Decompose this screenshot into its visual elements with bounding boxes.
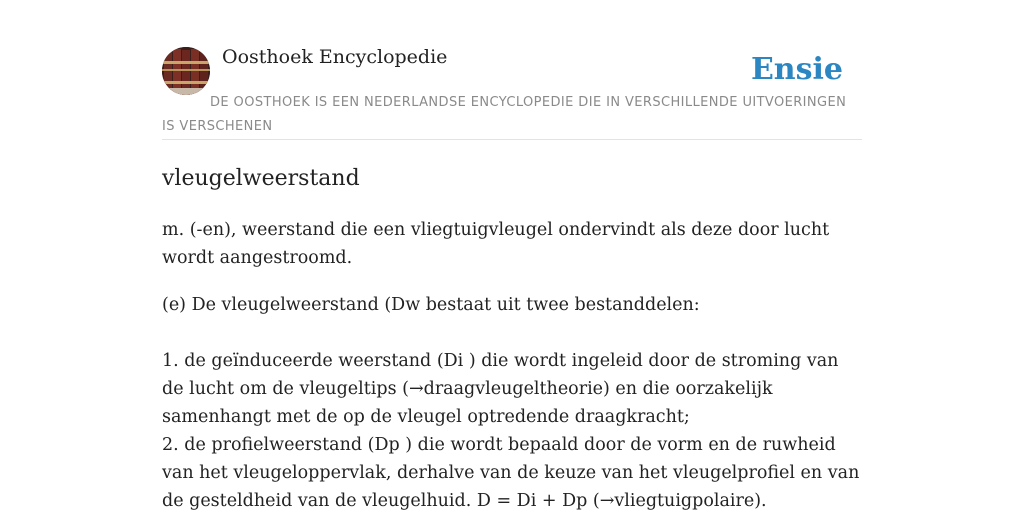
entry-item-2 (162, 431, 862, 512)
link-vliegtuigpolaire[interactable]: →vliegtuigpolaire (599, 491, 755, 511)
item1-text-after: ) en die oorzakelijk samenhangt met de op de vleugel optredende draagkracht; (162, 379, 773, 427)
item2-text-before: 2. de profielweerstand (Dp ) die wordt bepaald door de vorm en de ruwheid van het vleugeloppervlak, derhalve van de keuze van het vleugelprofiel en van de gesteldheid van de vleugelhuid. D = Di + Dp ( (162, 435, 860, 511)
page-container (162, 0, 862, 511)
site-title-link[interactable]: Oosthoek Encyclopedie (222, 46, 448, 68)
entry-intro: (e) De vleugelweerstand (Dw bestaat uit twee bestanddelen: (162, 295, 700, 315)
site-header (162, 0, 862, 140)
encyclopedia-books-avatar-icon[interactable] (162, 47, 210, 95)
item1-text-before: 1. de geïnduceerde weerstand (Di ) die wordt ingeleid door de stroming van de lucht om de vleugeltips ( (162, 351, 839, 399)
site-tagline: DE OOSTHOEK IS EEN NEDERLANDSE ENCYCLOPEDIE DIE IN VERSCHILLENDE UITVOERINGEN IS VERSCHENEN (162, 95, 847, 134)
entry-item-1 (162, 347, 862, 431)
entry-body (162, 216, 862, 512)
entry-title: vleugelweerstand (162, 166, 360, 191)
ensie-brand-logo[interactable]: Ensie (750, 52, 843, 87)
entry-definition: m. (-en), weerstand die een vliegtuigvleugel ondervindt als deze door lucht wordt aangestroomd. (162, 220, 830, 268)
item2-text-after: ). (754, 491, 767, 511)
link-draagvleugeltheorie[interactable]: →draagvleugeltheorie (408, 379, 604, 399)
